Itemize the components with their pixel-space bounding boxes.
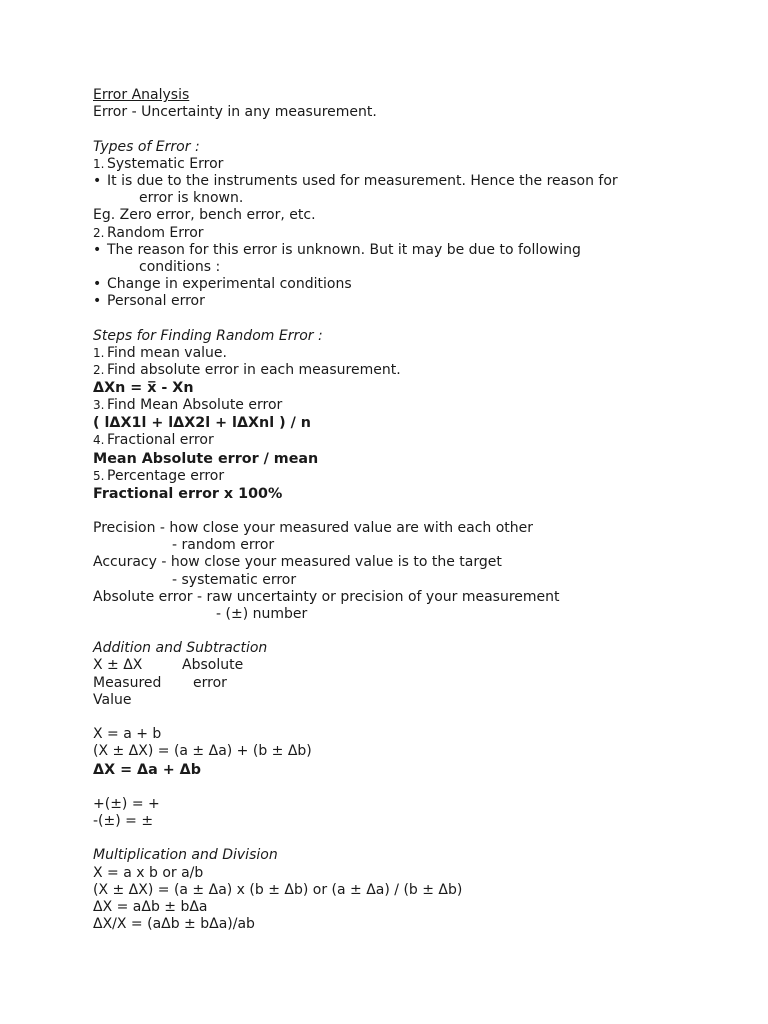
label-left: Value [93,691,132,708]
bullet-continuation: error is known. [139,190,244,207]
bullet-continuation: conditions : [139,258,221,275]
label-right: Absolute [182,657,244,674]
absolute-error-note: - (±) number [216,605,308,622]
bullet-item [93,173,733,190]
bullet-item [93,242,733,259]
label-left: Measured [93,674,162,691]
multiplication-equation: ΔX/X = (aΔb ± bΔa)/ab [93,916,255,933]
accuracy-definition: Accuracy - how close your measured value is to the target [93,554,502,571]
accuracy-note: - systematic error [172,571,297,588]
bullet-icon: • [93,293,102,310]
type-systematic [93,156,733,173]
spacer [93,779,733,796]
label-left: X ± ΔX [93,657,143,674]
list-number: 3. [93,398,105,413]
bullet-icon: • [93,172,102,189]
bullet-text: Change in experimental conditions [107,276,352,293]
step-label: Find absolute error in each measurement. [107,362,401,378]
step-formula: Mean Absolute error / mean [93,450,319,467]
type-random [93,225,733,242]
label-right: error [193,674,227,691]
sign-rule: -(±) = ± [93,812,154,829]
multiplication-equation: X = a x b or a/b [93,864,204,881]
step-label: Find mean value. [107,344,227,361]
step-item [93,362,733,379]
document-page [93,87,733,933]
bullet-text: It is due to the instruments used for measurement. Hence the reason for [107,172,618,189]
spacer [93,310,733,327]
bullet-icon: • [93,241,102,258]
systematic-example: Eg. Zero error, bench error, etc. [93,207,316,224]
spacer [93,830,733,847]
spacer [93,709,733,726]
absolute-error-definition: Absolute error - raw uncertainty or precision of your measurement [93,588,560,605]
step-label: Find Mean Absolute error [107,397,283,414]
types-heading: Types of Error : [93,138,200,155]
spacer [93,121,733,138]
list-number: 2. [93,225,105,240]
list-number: 2. [93,363,105,377]
document-title: Error Analysis [93,87,190,103]
bullet-text: The reason for this error is unknown. But it may be due to following [107,241,581,258]
multiplication-equation: ΔX = aΔb ± bΔa [93,898,208,915]
sign-rule: +(±) = + [93,795,160,812]
addition-equation: (X ± ΔX) = (a ± Δa) + (b ± Δb) [93,743,312,760]
step-formula: ( lΔX1l + lΔX2l + lΔXnl ) / n [93,415,311,432]
bullet-item [93,293,733,310]
steps-heading: Steps for Finding Random Error : [93,327,323,344]
bullet-text: Personal error [107,293,205,310]
list-number: 4. [93,433,105,448]
list-number: 5. [93,468,105,483]
spacer [93,503,733,520]
type-label: Systematic Error [107,155,224,172]
step-label: Fractional error [107,432,214,449]
addition-result: ΔX = Δa + Δb [93,761,201,778]
addition-label-row [93,657,733,674]
step-item [93,345,733,362]
addition-heading: Addition and Subtraction [93,640,268,657]
step-item [93,397,733,414]
precision-definition: Precision - how close your measured value are with each other [93,519,534,536]
addition-equation: X = a + b [93,726,162,743]
step-formula: Fractional error x 100% [93,485,283,502]
step-item [93,468,733,485]
list-number: 1. [93,345,105,360]
list-number: 1. [93,156,105,171]
addition-label-row [93,675,733,692]
precision-note: - random error [172,537,275,554]
step-formula: ΔXn = x̅ - Xn [93,380,194,397]
step-item [93,432,733,449]
step-label: Percentage error [107,467,225,484]
bullet-icon: • [93,276,102,293]
type-label: Random Error [107,224,204,241]
error-definition: Error - Uncertainty in any measurement. [93,104,377,121]
spacer [93,623,733,640]
multiplication-equation: (X ± ΔX) = (a ± Δa) x (b ± Δb) or (a ± Δa) / (b ± Δb) [93,881,463,898]
addition-label-row [93,692,733,709]
bullet-item [93,276,733,293]
multiplication-heading: Multiplication and Division [93,847,278,864]
